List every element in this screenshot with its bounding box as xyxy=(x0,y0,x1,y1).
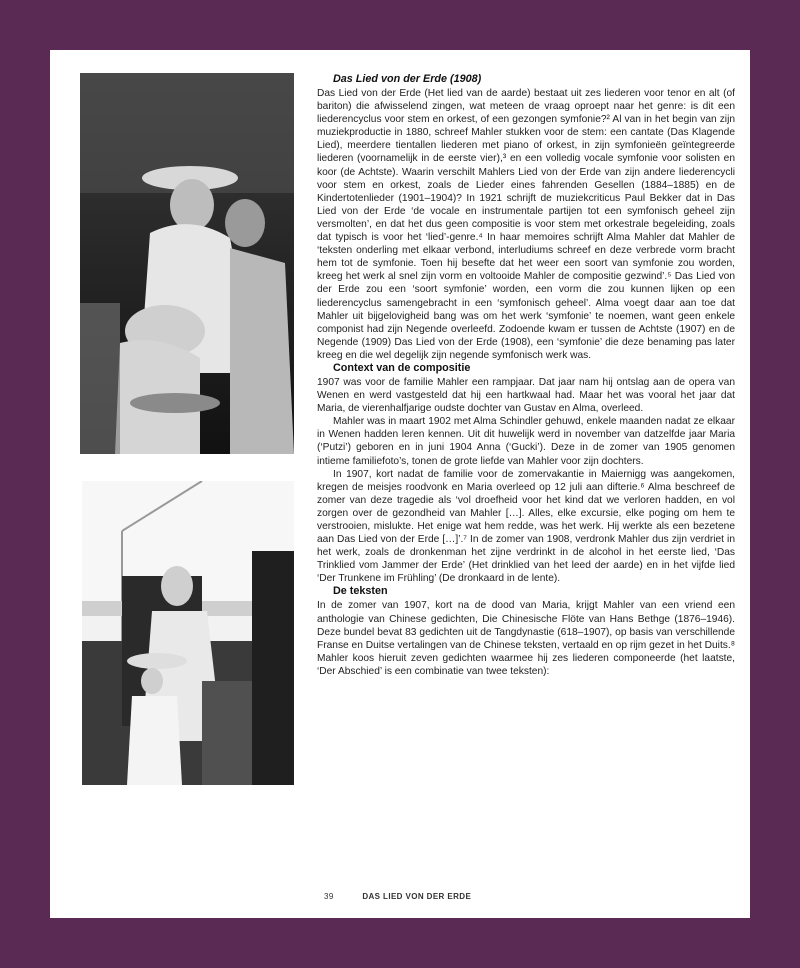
page-number: 39 xyxy=(324,892,334,901)
family-photo-top xyxy=(80,73,294,454)
context-paragraph-2: Mahler was in maart 1902 met Alma Schindler gehuwd, enkele maanden nadat ze elkaar in Wenen hadden leren kennen. Uit dit huwelijk werd in november van datzelfde jaar Maria (‘Putzi’) geboren en in juni 1904 Anna (‘Gucki’). Deze in de zomer van 1905 genomen intieme familiefoto’s, tonen de grote liefde van Mahler voor zijn dochters. xyxy=(317,416,735,467)
photo-image xyxy=(82,481,294,785)
article-text xyxy=(317,73,735,678)
context-paragraph-1: 1907 was voor de familie Mahler een rampjaar. Dat jaar nam hij ontslag aan de opera van Wenen en werd vastgesteld dat hij een hartkwaal had. Maar het was vooral het jaar dat Maria, de vierenhalfjarige oudste dochter van Gustav en Alma, overleed. xyxy=(317,376,735,415)
running-title: DAS LIED VON DER ERDE xyxy=(362,892,472,901)
book-page xyxy=(50,50,750,918)
context-paragraph-3: In 1907, kort nadat de familie voor de zomervakantie in Maiernigg was aangekomen, kregen de meisjes roodvonk en Maria overleed op 12 juli aan difterie.⁶ Alma beschreef de zomer van deze tragedie als ‘vol droefheid voor het kind dat we verloren hadden, en vol zorgen over de gezondheid van Mahler […]. Alles, elke excursie, elke poging om hem te verstrooien, mislukte. Het enige wat hem redde, was het werk. Hij werkte als een bezetene aan Das Lied von der Erde […]’.⁷ In de zomer van 1908, verdronk Mahler dus zijn verdriet in het werk, zoals de dronkenman het zijne verdrinkt in de alcohol in het eerste lied, ‘Das Trinklied vom Jammer der Erde’ (Het drinklied van het leed der aarde) en in het vijfde lied ‘Der Trunkene im Frühling’ (De dronkaard in de lente). xyxy=(317,468,735,585)
section-heading-context: Context van de compositie xyxy=(333,361,471,374)
article-title: Das Lied von der Erde (1908) xyxy=(333,73,482,85)
photo-image xyxy=(80,73,294,454)
page-footer xyxy=(324,892,471,901)
texts-paragraph-1: In de zomer van 1907, kort na de dood van Maria, krijgt Mahler van een vriend een anthologie van Chinese gedichten, Die Chinesische Flöte van Hans Bethge (1876–1946). Deze bundel bevat 83 gedichten uit de Tangdynastie (618–1907), op basis van verschillende Franse en Duitse vertalingen van de Chinese teksten, vertaald en op rijm gezet in het Duits.⁸ Mahler koos hieruit zeven gedichten waarmee hij zes liederen componeerde (het laatste, ‘Der Abschied’ is een combinatie van twee teksten): xyxy=(317,600,735,677)
family-photo-bottom xyxy=(82,481,294,785)
section-heading-texts: De teksten xyxy=(333,585,388,598)
intro-paragraph: Das Lied von der Erde (Het lied van de aarde) bestaat uit zes liederen voor tenor en alt (of bariton) die afwisselend zingen, wat meteen de vraag oproept naar het genre: is dit een liederencyclus voor stem en orkest, of een gezongen symfonie?² Al van in het begin van zijn muziekproductie in 1880, schreef Mahler stukken voor de stem: een cantate (Das Klagende Lied), meerdere tientallen liederen met piano of orkest, in zijn symfonieën geïntegreerde liederen (voornamelijk in de eerste vier),³ en een volledig vocale symfonie voor solisten en koor (de Achtste). Waarin verschilt Mahlers Lied von der Erde van zijn andere liederencycli voor stem en orkest, zoals de Lieder eines fahrenden Gesellen (1884–1885) en de Kindertotenlieder (1901–1904)? In 1921 schrijft de muziekcriticus Paul Bekker dat in Das Lied von der Erde ‘de vocale en instrumentale partijen tot een symfonisch geheel zijn versmolten’, en dat het dus geen compositie is voor stem met orkestrale begeleiding, zoals dat typisch is voor het ‘lied’-genre.⁴ In haar memoires schrijft Alma Mahler dat Mahler de ‘teksten onderling met elkaar verbond, interludiums schreef en deze verbrede vorm bracht hem tot de symfonie. Toen hij besefte dat het weer een soort van symfonie zou worden, kreeg het werk al snel zijn vorm en voltooide Mahler de compositie gezwind’.⁵ Das Lied von der Erde zou een ‘soort symfonie’ worden, een vorm die zou kunnen lijken op een liederencyclus samengebracht in een ‘symfonisch geheel’. Alma voegt daar aan toe dat Mahler uit bijgelovigheid bang was om het werk ‘symfonie’ te noemen, want geen enkele componist had zijn Negende overleefd. Zodoende kwam er tussen de Achtste (1907) en de Negende (1909) Das Lied von der Erde (1908), een ‘symfonie’ die deze benaming pas later kreeg en die wel degelijk zijn negende symfonisch werk was. xyxy=(317,88,735,361)
